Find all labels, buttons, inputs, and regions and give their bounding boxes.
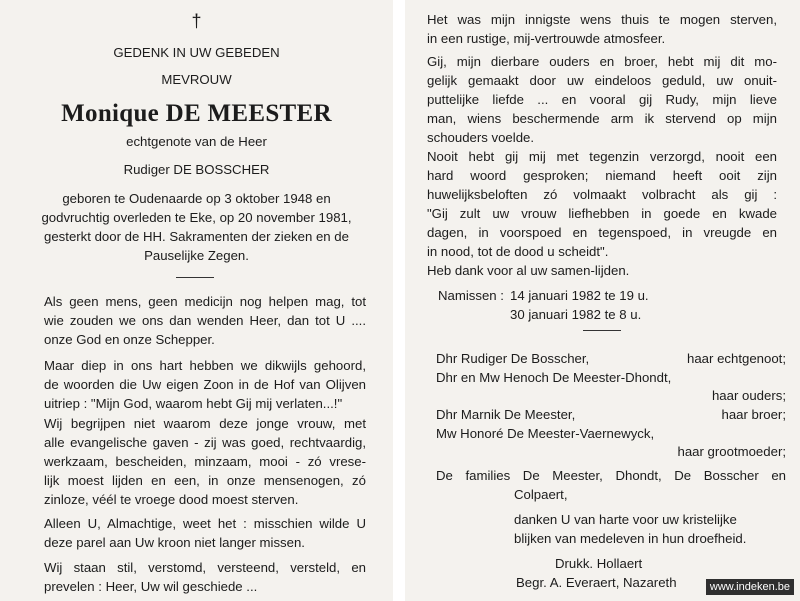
thanks-line: Heb dank voor al uw samen-lijden. [427,263,630,278]
family-member-role: haar grootmoeder; [677,444,786,459]
prayer-line: werkzaam, bescheiden, minzaam, mooi - zó vrese- [44,454,366,469]
spouse-name: Rudiger DE BOSSCHER [123,162,270,177]
families-line: Colpaert, [514,487,568,502]
prayer-line: zinloze, véél te vroege dood moest sterven. [44,492,299,507]
prayer-line: Maar diep in ons hart hebben we dikwijls gehoord, [44,358,366,373]
printer-line: Drukk. Hollaert [555,556,643,571]
prayer-line: lijk moest lijden en een, in onze mensenogen, zó [44,473,366,488]
prayer-line: Wij staan stil, verstomd, versteend, versteld, en [44,560,366,575]
family-member-name: Mw Honoré De Meester-Vaernewyck, [436,426,655,441]
watermark: www.indeken.be [706,579,794,595]
text-line: Gij, mijn dierbare ouders en broer, hebt mij dit mo- [427,54,777,69]
printer-line: Begr. A. Everaert, Nazareth [516,575,677,590]
cross-symbol: † [191,11,202,31]
text-line: Nooit hebt gij mij met tegenzin verzorgd, nooit een [427,149,777,164]
family-row [436,369,786,387]
text-line: schouders voelde. [427,130,535,145]
bio-line: geboren te Oudenaarde op 3 oktober 1948 en [62,191,331,206]
prayer-line: wie zouden we ons dan wenden Heer, dan tot U .... [44,313,366,328]
gratitude-line: blijken van medeleven in hun droefheid. [514,531,747,546]
prayer-line: alle evangelische gaven - zij was goed, rechtvaardig, [44,435,366,450]
prayer-line: deze parel aan Uw kroon niet langer missen. [44,535,305,550]
gratitude-line: danken U van harte voor uw kristelijke [514,512,737,527]
right-panel [405,0,800,601]
bio-line: Pauselijke Zegen. [144,248,249,263]
text-line: hard woord gesproken; niemand heeft ooit zijn [427,168,777,183]
text-line: gelijk gemaakt door uw eindeloos geduld, uw onuit- [427,73,777,88]
left-panel [0,0,393,601]
namissen-date: 14 januari 1982 te 19 u. [510,288,649,303]
text-line: huwelijksbeloften zó volmaakt volbracht als gij : [427,187,777,202]
prayer-line: onze God en onze Schepper. [44,332,215,347]
prayer-line: de woorden die Uw eigen Zoon in de Hof van Olijven [44,377,366,392]
prayer-line: Als geen mens, geen medicijn nog helpen mag, tot [44,294,366,309]
deceased-name: Monique DE MEESTER [61,100,332,127]
family-member-role: haar echtgenoot; [687,351,786,366]
prayer-heading: GEDENK IN UW GEBEDEN [113,45,280,60]
text-line: in een rustige, mij-vertrouwde atmosfeer. [427,31,666,46]
namissen-date: 30 januari 1982 te 8 u. [510,307,642,322]
family-member-role: haar broer; [721,407,786,422]
bio-line: godvruchtig overleden te Eke, op 20 november 1981, [41,210,352,225]
text-line: Het was mijn innigste wens thuis te mogen sterven, [427,12,777,27]
family-row [436,406,786,424]
fold-gutter [393,0,405,601]
text-line: puttelijke liefde ... en vooral gij Rudy, mijn lieve [427,92,777,107]
family-row [436,425,786,443]
divider [583,330,621,331]
family-member-name: Dhr Marnik De Meester, [436,407,576,422]
namissen-label: Namissen : [438,288,504,303]
prayer-line: Wij begrijpen niet waarom deze jonge vrouw, met [44,416,366,431]
family-row [436,350,786,368]
family-member-name: Dhr Rudiger De Bosscher, [436,351,590,366]
prayer-line: prevelen : Heer, Uw wil geschiede ... [44,579,258,594]
bio-line: gesterkt door de HH. Sakramenten der zieken en de [44,229,349,244]
text-line: "Gij zult uw vrouw liefhebben in goede en kwade [427,206,777,221]
honorific: MEVROUW [161,72,232,87]
family-member-role: haar ouders; [711,388,786,403]
divider [176,277,214,278]
text-line: in nood, tot de dood u scheidt". [427,244,609,259]
spouse-intro: echtgenote van de Heer [126,134,267,149]
prayer-line: uitriep : "Mijn God, waarom hebt Gij mij verlaten...!" [44,396,343,411]
text-line: dagen, in voorspoed en tegenspoed, in vreugde en [427,225,777,240]
text-line: man, wiens beschermende arm ik stervend op mijn [427,111,777,126]
families-line: De families De Meester, Dhondt, De Bosscher en [436,468,786,483]
family-member-name: Dhr en Mw Henoch De Meester-Dhondt, [436,370,672,385]
prayer-line: Alleen U, Almachtige, weet het : misschien wilde U [44,516,366,531]
